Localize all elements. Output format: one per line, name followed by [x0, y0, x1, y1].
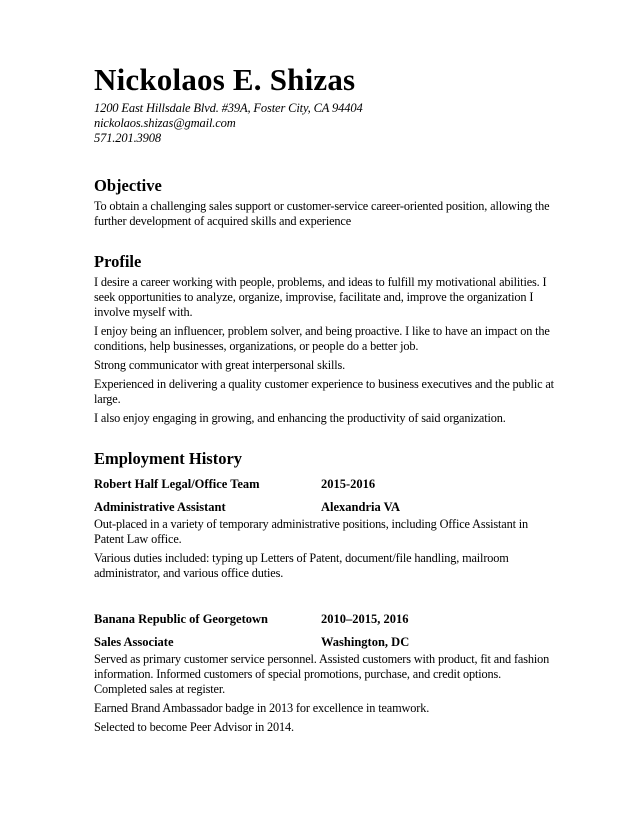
objective-text: To obtain a challenging sales support or customer-service career-oriented position, allowing the further development of acquired skills and experience	[94, 199, 550, 228]
job-position: Sales Associate	[94, 635, 174, 649]
job-description: Selected to become Peer Advisor in 2014.	[94, 720, 294, 734]
job-years: 2015-2016	[321, 477, 376, 491]
profile-paragraph: I also enjoy engaging in growing, and enhancing the productivity of said organization.	[94, 411, 506, 425]
profile-paragraph: Experienced in delivering a quality customer experience to business executives and the public at large.	[94, 377, 554, 406]
profile-paragraph: I desire a career working with people, problems, and ideas to fulfill my motivational abilities. I seek opportunities to analyze, organize, improvise, facilitate and, improve the organization I involve myself with.	[94, 275, 547, 319]
job-entry	[94, 612, 554, 735]
job-entry	[94, 477, 554, 581]
job-company: Banana Republic of Georgetown	[94, 612, 268, 626]
profile-section	[94, 252, 554, 426]
contact-block	[94, 101, 554, 146]
section-title-employment: Employment History	[94, 449, 243, 468]
job-description: Served as primary customer service personnel. Assisted customers with product, fit and fashion information. Informed customers of special promotions, purchase, and credit options. Completed sales at register.	[94, 652, 550, 696]
section-title-profile: Profile	[94, 252, 142, 271]
job-description: Various duties included: typing up Letters of Patent, document/file handling, mailroom administrator, and various office duties.	[94, 551, 509, 580]
job-company-row	[94, 612, 554, 627]
job-description: Out-placed in a variety of temporary administrative positions, including Office Assistant in Patent Law office.	[94, 517, 529, 546]
objective-section	[94, 176, 554, 229]
job-position: Administrative Assistant	[94, 500, 226, 514]
email: nickolaos.shizas@gmail.com	[94, 116, 236, 130]
job-company: Robert Half Legal/Office Team	[94, 477, 260, 491]
resume-header	[94, 62, 554, 146]
profile-paragraph: I enjoy being an influencer, problem solver, and being proactive. I like to have an impact on the conditions, help businesses, organizations, or people do a better job.	[94, 324, 550, 353]
job-position-row	[94, 635, 554, 650]
address: 1200 East Hillsdale Blvd. #39A, Foster City, CA 94404	[94, 101, 363, 115]
section-title-objective: Objective	[94, 176, 162, 195]
employment-section	[94, 449, 554, 735]
profile-paragraph: Strong communicator with great interpersonal skills.	[94, 358, 346, 372]
phone: 571.201.3908	[94, 131, 161, 145]
job-description: Earned Brand Ambassador badge in 2013 for excellence in teamwork.	[94, 701, 430, 715]
candidate-name: Nickolaos E. Shizas	[94, 62, 356, 97]
job-position-row	[94, 500, 554, 515]
job-years: 2010–2015, 2016	[321, 612, 409, 626]
job-location: Washington, DC	[321, 635, 410, 649]
resume-page	[94, 62, 554, 735]
job-company-row	[94, 477, 554, 492]
job-location: Alexandria VA	[321, 500, 401, 514]
